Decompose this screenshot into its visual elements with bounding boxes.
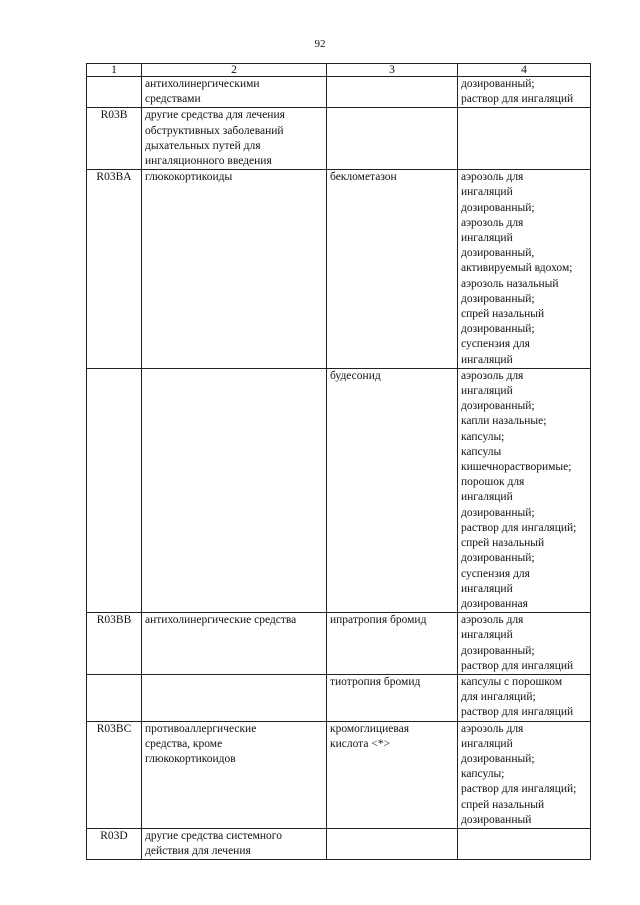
cell-line: раствор для ингаляций [461, 706, 574, 719]
cell-line: дозированный [461, 813, 532, 826]
drug-name-cell [327, 368, 458, 612]
drug-name-cell [327, 828, 458, 859]
table-row [87, 108, 591, 170]
cell-line: раствор для ингаляций [461, 659, 574, 672]
cell-line: спрей назальный [461, 798, 545, 811]
cell-line: аэрозоль для [461, 171, 524, 184]
cell-line: активируемый вдохом; [461, 262, 573, 275]
dosage-forms-cell [458, 828, 591, 859]
cell-line: ингаляций [461, 186, 513, 199]
cell-line: раствор для ингаляций; [461, 783, 577, 796]
cell-line: ингаляций [461, 582, 513, 595]
cell-line: ипратропия бромид [330, 614, 427, 627]
group-name-cell [142, 828, 327, 859]
cell-line: средствами [145, 93, 201, 106]
column-header: 3 [327, 64, 458, 77]
cell-line: другие средства системного [145, 829, 282, 842]
cell-line: спрей назальный [461, 537, 545, 550]
atc-code-cell [87, 674, 142, 721]
cell-line: ингаляций [461, 232, 513, 245]
table-row [87, 613, 591, 675]
cell-line: капсулы; [461, 430, 505, 443]
cell-line: дозированный; [461, 506, 535, 519]
table-row [87, 170, 591, 369]
cell-line: суспензия для [461, 567, 530, 580]
cell-line: капсулы; [461, 768, 505, 781]
cell-line: суспензия для [461, 338, 530, 351]
cell-line: противоаллергические [145, 722, 257, 735]
cell-line: беклометазон [330, 171, 397, 184]
page-number: 92 [314, 38, 326, 50]
cell-line: дозированный; [461, 292, 535, 305]
atc-code-cell: R03B [87, 108, 142, 170]
cell-line: обструктивных заболеваний [145, 124, 284, 137]
cell-line: глюкокортикоиды [145, 171, 233, 184]
cell-line: дозированный; [461, 400, 535, 413]
table-row [87, 368, 591, 612]
table-row [87, 721, 591, 828]
cell-line: антихолинергическими [145, 78, 260, 90]
cell-line: ингаляционного введения [145, 155, 272, 168]
cell-line: дозированный; [461, 201, 535, 214]
atc-code-cell [87, 77, 142, 108]
cell-line: дозированный; [461, 752, 535, 765]
group-name-cell [142, 170, 327, 369]
atc-code-cell: R03BC [87, 721, 142, 828]
dosage-forms-cell [458, 613, 591, 675]
group-name-cell [142, 77, 327, 108]
table-row [87, 674, 591, 721]
column-header: 1 [87, 64, 142, 77]
table-row [87, 828, 591, 859]
cell-line: ингаляций [461, 491, 513, 504]
cell-line: глюкокортикоидов [145, 752, 236, 765]
cell-line: кислота <*> [330, 737, 391, 750]
cell-line: другие средства для лечения [145, 109, 285, 122]
dosage-forms-cell [458, 368, 591, 612]
cell-line: действия для лечения [145, 845, 251, 858]
dosage-forms-cell [458, 721, 591, 828]
group-name-cell [142, 368, 327, 612]
cell-line: будесонид [330, 369, 381, 382]
cell-line: дозированная [461, 597, 528, 610]
column-header: 4 [458, 64, 591, 77]
cell-line: порошок для [461, 476, 525, 489]
group-name-cell [142, 613, 327, 675]
cell-line: раствор для ингаляций [461, 93, 574, 106]
cell-line: дозированный; [461, 323, 535, 336]
cell-line: кромоглициевая [330, 722, 410, 735]
cell-line: ингаляций [461, 629, 513, 642]
cell-line: антихолинергические средства [145, 614, 297, 627]
cell-line: ингаляций [461, 353, 513, 366]
dosage-forms-cell [458, 77, 591, 108]
cell-line: для ингаляций; [461, 691, 536, 704]
drug-table [86, 63, 591, 860]
cell-line: кишечнорастворимые; [461, 461, 572, 474]
drug-name-cell [327, 613, 458, 675]
drug-name-cell [327, 674, 458, 721]
column-header: 2 [142, 64, 327, 77]
cell-line: аэрозоль назальный [461, 277, 559, 290]
cell-line: капсулы с порошком [461, 675, 563, 688]
cell-line: дозированный; [461, 78, 535, 90]
group-name-cell [142, 108, 327, 170]
cell-line: аэрозоль для [461, 216, 524, 229]
cell-line: спрей назальный [461, 308, 545, 321]
atc-code-cell: R03D [87, 828, 142, 859]
cell-line: аэрозоль для [461, 614, 524, 627]
cell-line: аэрозоль для [461, 722, 524, 735]
table-row [87, 77, 591, 108]
cell-line: средства, кроме [145, 737, 223, 750]
cell-line: дозированный, [461, 247, 535, 260]
table-header-row [87, 64, 591, 77]
cell-line: ингаляций [461, 737, 513, 750]
dosage-forms-cell [458, 108, 591, 170]
atc-code-cell: R03BA [87, 170, 142, 369]
atc-code-cell: R03BB [87, 613, 142, 675]
cell-line: тиотропия бромид [330, 675, 421, 688]
dosage-forms-cell [458, 170, 591, 369]
atc-code-cell [87, 368, 142, 612]
group-name-cell [142, 721, 327, 828]
cell-line: дозированный; [461, 644, 535, 657]
cell-line: капли назальные; [461, 415, 547, 428]
cell-line: капсулы [461, 445, 502, 458]
cell-line: аэрозоль для [461, 369, 524, 382]
group-name-cell [142, 674, 327, 721]
cell-line: раствор для ингаляций; [461, 521, 577, 534]
drug-name-cell [327, 721, 458, 828]
dosage-forms-cell [458, 674, 591, 721]
drug-name-cell [327, 108, 458, 170]
drug-name-cell [327, 170, 458, 369]
cell-line: дозированный; [461, 552, 535, 565]
cell-line: ингаляций [461, 385, 513, 398]
drug-name-cell [327, 77, 458, 108]
cell-line: дыхательных путей для [145, 139, 261, 152]
